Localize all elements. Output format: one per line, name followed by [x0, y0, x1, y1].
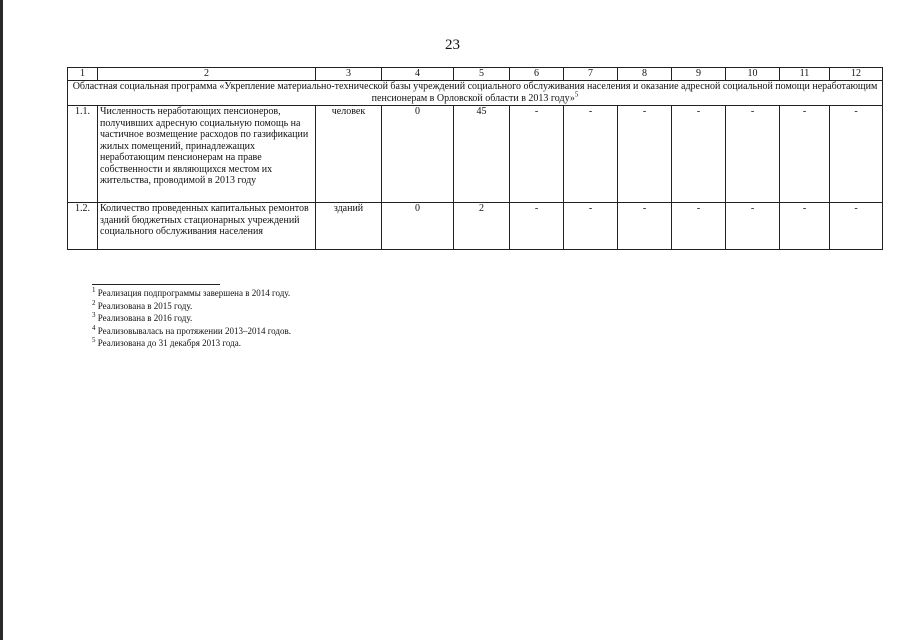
- row-number: 1.1.: [68, 106, 98, 203]
- value-cell: 2: [454, 203, 510, 250]
- value-cell: -: [618, 203, 672, 250]
- program-title-cell: [68, 81, 883, 106]
- table-row: [68, 203, 883, 250]
- footnote-text: Реализована в 2015 году.: [97, 300, 193, 311]
- page-number: 23: [445, 37, 460, 53]
- footnotes: [92, 287, 291, 350]
- value-cell: -: [780, 106, 830, 203]
- value-cell: -: [564, 106, 618, 203]
- value-cell: -: [726, 106, 780, 203]
- column-number: 4: [382, 68, 454, 81]
- footnote-text: Реализация подпрограммы завершена в 2014 году.: [97, 288, 291, 298]
- value-cell: 45: [454, 106, 510, 203]
- program-title: Областная социальная программа «Укрепление материально-технической базы учреждений социального обслуживания населения и оказание адресной социальной помощи неработающим пенсионерам в Орловской области в 2013 году»: [72, 81, 878, 104]
- column-number: 11: [780, 68, 830, 81]
- column-number: 8: [618, 68, 672, 81]
- column-number: 1: [68, 68, 98, 81]
- footnote-text: Реализована до 31 декабря 2013 года.: [97, 338, 241, 348]
- value-cell: 0: [382, 106, 454, 203]
- program-title-row: [68, 81, 883, 106]
- column-number: 7: [564, 68, 618, 81]
- footnote: [92, 300, 291, 313]
- value-cell: -: [726, 203, 780, 250]
- column-number: 10: [726, 68, 780, 81]
- indicator-name: Количество проведенных капитальных ремонтов зданий бюджетных стационарных учреждений социального обслуживания населения: [98, 203, 316, 250]
- footnote-ref: 5: [574, 90, 579, 99]
- scan-edge-bar: [0, 0, 3, 640]
- footnote: [92, 287, 291, 300]
- unit-cell: зданий: [316, 203, 382, 250]
- value-cell: -: [830, 106, 883, 203]
- value-cell: -: [672, 203, 726, 250]
- value-cell: -: [510, 106, 564, 203]
- footnote-mark: 3: [92, 311, 96, 319]
- footnote-separator: [92, 284, 220, 285]
- unit-cell: человек: [316, 106, 382, 203]
- value-cell: -: [780, 203, 830, 250]
- value-cell: 0: [382, 203, 454, 250]
- value-cell: -: [618, 106, 672, 203]
- footnote: [92, 312, 291, 325]
- indicator-name: Численность неработающих пенсионеров, получивших адресную социальную помощь на частичное возмещение расходов по газификации жилых помещений, принадлежащих неработающим пенсионерам на праве собственности и являющихся местом их жительства, проводимой в 2013 году: [98, 106, 316, 203]
- value-cell: -: [830, 203, 883, 250]
- row-number: 1.2.: [68, 203, 98, 250]
- column-number: 9: [672, 68, 726, 81]
- footnote-mark: 2: [92, 298, 96, 307]
- column-number: 3: [316, 68, 382, 81]
- value-cell: -: [672, 106, 726, 203]
- value-cell: -: [564, 203, 618, 250]
- footnote-text: Реализована в 2016 году.: [97, 313, 193, 323]
- footnote: [92, 337, 291, 350]
- footnote-mark: 5: [92, 336, 96, 344]
- column-number: 12: [830, 68, 883, 81]
- indicators-table: [67, 67, 883, 250]
- column-numbers-row: [68, 68, 883, 81]
- column-number: 6: [510, 68, 564, 81]
- table-row: [68, 106, 883, 203]
- value-cell: -: [510, 203, 564, 250]
- column-number: 2: [98, 68, 316, 81]
- column-number: 5: [454, 68, 510, 81]
- footnote: [92, 325, 291, 338]
- footnote-text: Реализовывалась на протяжении 2013–2014 годов.: [97, 325, 292, 336]
- footnote-mark: 4: [92, 323, 96, 332]
- footnote-mark: 1: [92, 286, 96, 294]
